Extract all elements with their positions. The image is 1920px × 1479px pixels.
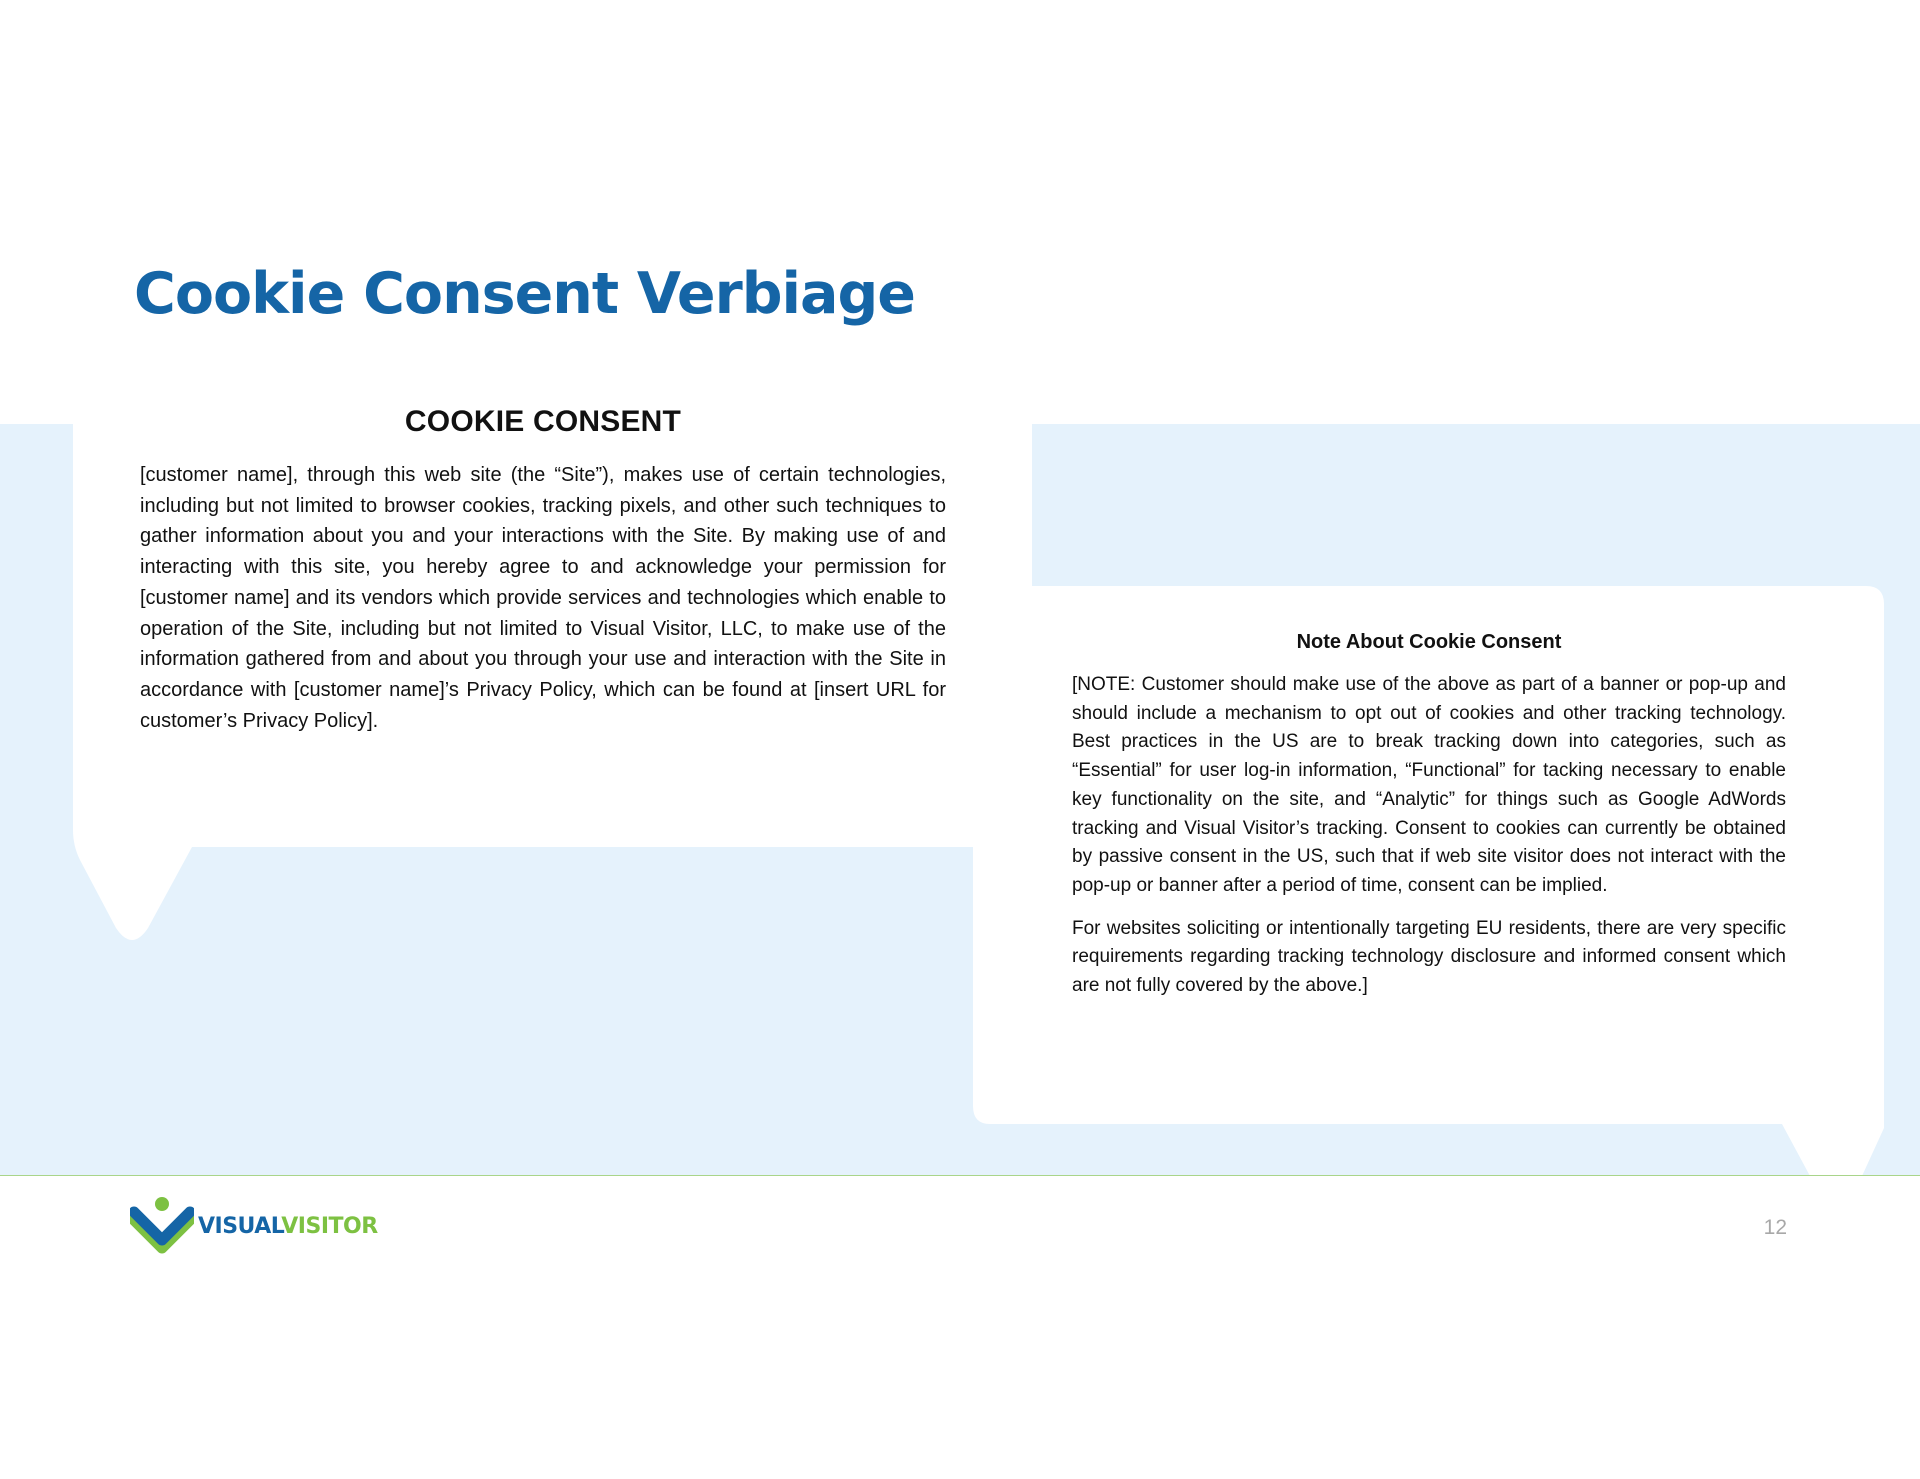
- page-title: Cookie Consent Verbiage: [134, 261, 915, 327]
- visual-visitor-logo: [130, 1196, 378, 1256]
- cookie-note-paragraph-1: [NOTE: Customer should make use of the above as part of a banner or pop-up and should include a mechanism to opt out of cookies and other tracking technology. Best practices in the US are to break tracking down into categories, such as “Essential” for user log-in information, “Functional” for tacking necessary to enable key functionality on the site, and “Analytic” for things such as Google AdWords tracking and Visual Visitor’s tracking. Consent to cookies can currently be obtained by passive consent in the US, such that if web site visitor does not interact with the pop-up or banner after a period of time, consent can be implied.: [1072, 674, 1786, 896]
- cookie-consent-heading: COOKIE CONSENT: [404, 405, 682, 438]
- footer-divider: [0, 1175, 1920, 1176]
- cookie-note-paragraph-2: For websites soliciting or intentionally targeting EU residents, there are very specific requirements regarding tracking technology disclosure and informed consent which are not fully covered by the above.]: [1072, 917, 1786, 997]
- cookie-note-panel: [1072, 627, 1786, 1015]
- visual-visitor-logo-icon: [130, 1196, 194, 1256]
- visual-visitor-logo-text: VISUALVISITOR: [198, 1213, 378, 1239]
- page-number: 12: [1763, 1216, 1787, 1239]
- cookie-consent-body: [customer name], through this web site (the “Site”), makes use of certain technologies, including but not limited to browser cookies, tracking pixels, and other such techniques to gather information about you and your interactions with the Site. By making use of and interacting with this site, you hereby agree to and acknowledge your permission for [customer name] and its vendors which provide services and technologies which enable to operation of the Site, including but not limited to Visual Visitor, LLC, to make use of the information gathered from and about you through your use and interaction with the Site in accordance with [customer name]’s Privacy Policy, which can be found at [insert URL for customer’s Privacy Policy].: [140, 464, 946, 732]
- cookie-consent-panel: [140, 402, 946, 736]
- cookie-note-heading: Note About Cookie Consent: [1296, 631, 1562, 653]
